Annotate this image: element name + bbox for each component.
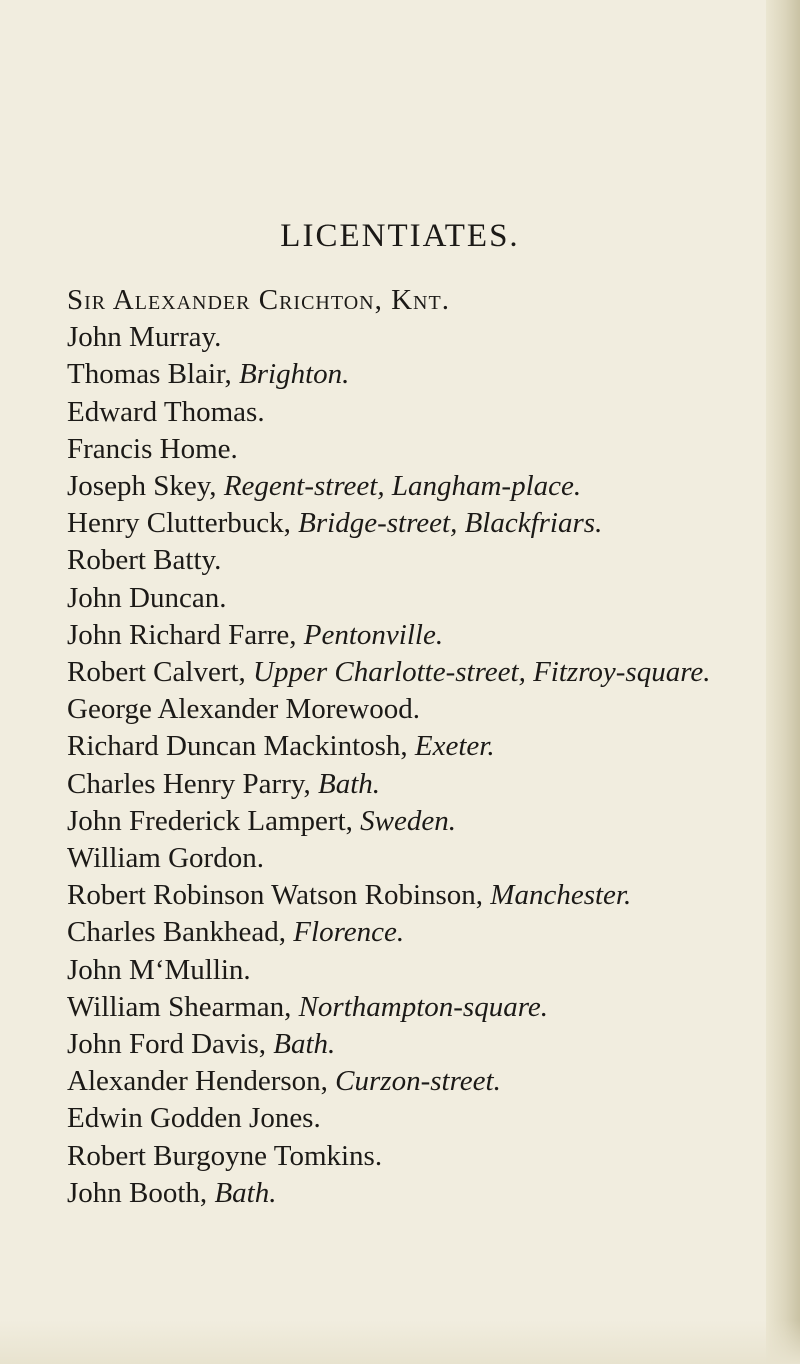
entry-name: Charles Henry Parry, <box>67 767 318 800</box>
entry-name: Robert Calvert, <box>67 656 254 689</box>
entry-name: Thomas Blair, <box>67 358 240 391</box>
entry-name: John Richard Farre, <box>67 618 304 651</box>
entry-name: Francis Home. <box>67 432 238 465</box>
entry-name: Edwin Godden Jones. <box>67 1102 321 1135</box>
entry-place: Bridge-street, Blackfriars. <box>298 507 603 540</box>
entry-place: Curzon-street. <box>335 1065 501 1098</box>
entry-name: Henry Clutterbuck, <box>67 507 299 540</box>
entry-name: Robert Robinson Watson Robinson, <box>67 879 491 912</box>
entry-name: John Booth, <box>67 1176 215 1209</box>
list-item <box>67 1063 747 1100</box>
entry-place: Bath. <box>318 767 381 800</box>
entry-name: George Alexander Morewood. <box>67 693 420 726</box>
list-item <box>67 1175 747 1212</box>
licentiates-list <box>67 282 747 1212</box>
entry-name: Charles Bankhead, <box>67 916 294 949</box>
entry-name: Alexander Henderson, <box>67 1065 336 1098</box>
list-item <box>67 840 747 877</box>
list-item <box>67 877 747 914</box>
list-item <box>67 989 747 1026</box>
list-item <box>67 356 747 393</box>
list-item <box>67 914 747 951</box>
entry-name: John Duncan. <box>67 581 227 614</box>
entry-place: Florence. <box>293 916 405 949</box>
list-item <box>67 468 747 505</box>
entry-name: Sir Alexander Crichton, Knt. <box>67 284 450 316</box>
entry-place: Exeter. <box>414 730 495 763</box>
page-shadow <box>0 1320 800 1364</box>
entry-name: Richard Duncan Mackintosh, <box>67 730 415 763</box>
entry-name: Joseph Skey, <box>67 470 224 503</box>
list-item <box>67 617 747 654</box>
entry-place: Upper Charlotte-street, Fitzroy-square. <box>253 656 711 689</box>
list-item <box>67 1100 747 1137</box>
entry-name: John Murray. <box>67 321 222 354</box>
list-item <box>67 394 747 431</box>
entry-name: John M‘Mullin. <box>67 953 251 986</box>
entry-name: John Frederick Lampert, <box>67 804 361 837</box>
list-item <box>67 282 747 319</box>
page-edge <box>766 0 800 1364</box>
entry-place: Pentonville. <box>303 618 444 651</box>
list-item <box>67 431 747 468</box>
list-item <box>67 654 747 691</box>
entry-place: Northampton-square. <box>298 990 549 1023</box>
entry-name: William Shearman, <box>67 990 299 1023</box>
entry-place: Bath. <box>273 1028 336 1061</box>
entry-name: Edward Thomas. <box>67 395 265 428</box>
entry-place: Regent-street, Langham-place. <box>223 470 582 503</box>
list-item <box>67 803 747 840</box>
list-item <box>67 319 747 356</box>
list-item <box>67 728 747 765</box>
entry-place: Bath. <box>214 1176 277 1209</box>
list-item <box>67 580 747 617</box>
list-item <box>67 691 747 728</box>
list-item <box>67 1138 747 1175</box>
entry-name: William Gordon. <box>67 842 264 875</box>
entry-name: John Ford Davis, <box>67 1028 274 1061</box>
entry-place: Sweden. <box>360 804 456 837</box>
list-item <box>67 542 747 579</box>
entry-name: Robert Batty. <box>67 544 222 577</box>
list-item <box>67 952 747 989</box>
entry-name: Robert Burgoyne Tomkins. <box>67 1139 383 1172</box>
list-item <box>67 1026 747 1063</box>
entry-place: Brighton. <box>239 358 350 391</box>
list-item <box>67 505 747 542</box>
list-item <box>67 766 747 803</box>
page-title: LICENTIATES. <box>280 218 520 254</box>
entry-place: Manchester. <box>490 879 632 912</box>
